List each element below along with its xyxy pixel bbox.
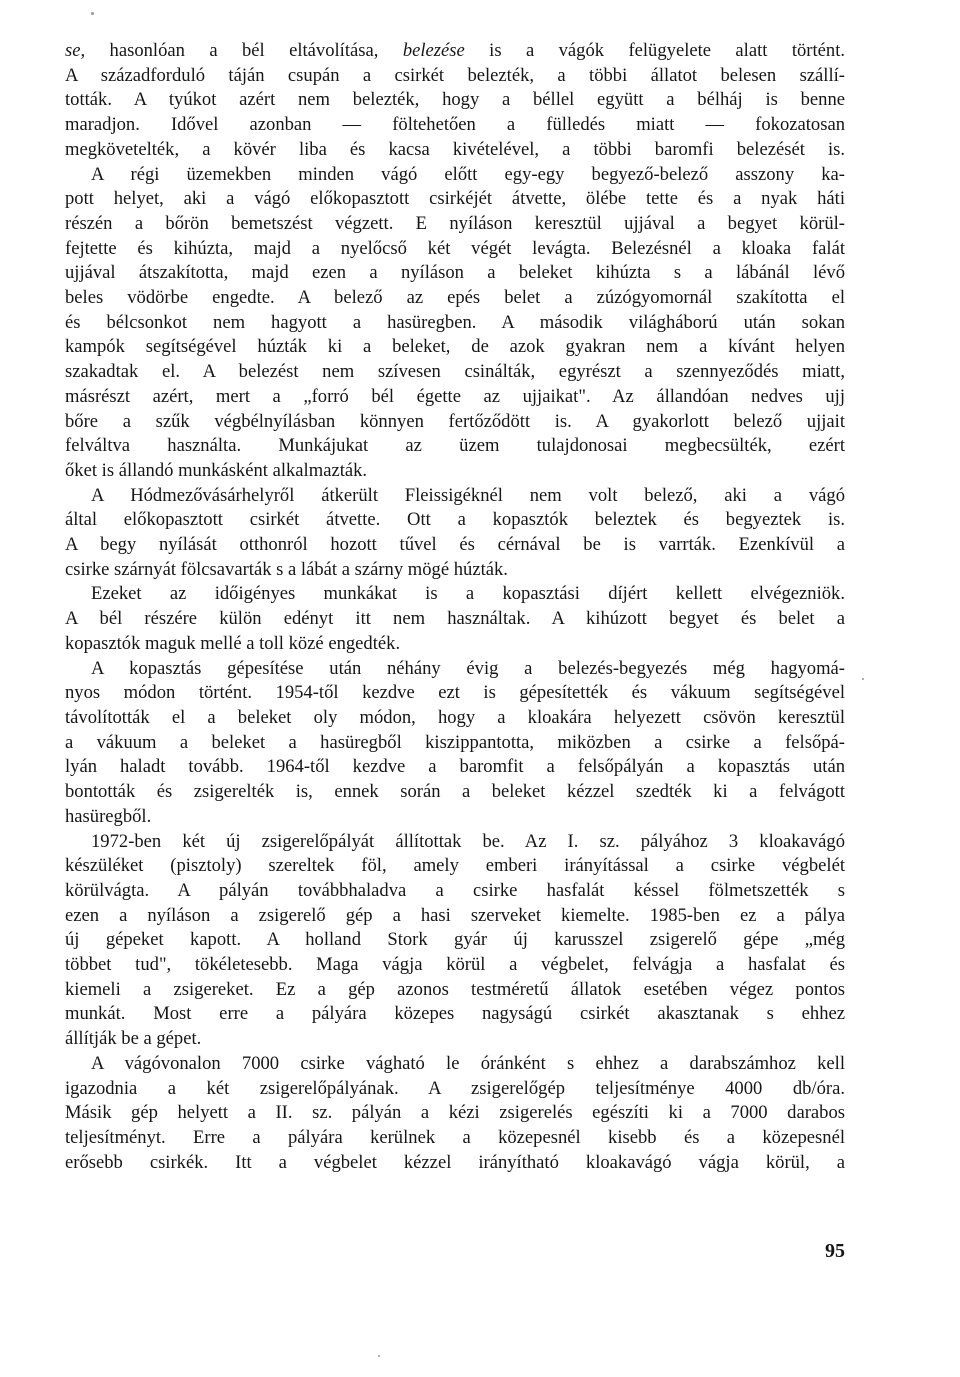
text-line <box>65 755 845 780</box>
text-run: is a vágók felügyelete alatt történt. <box>464 40 846 61</box>
scan-speck <box>91 12 94 15</box>
text-line <box>65 607 845 632</box>
text-line <box>65 261 845 286</box>
text-run: kopasztók maguk mellé a toll közé engedték. <box>65 632 401 654</box>
text-run: teljesítményt. Erre a pályára kerülnek a közepesnél kisebb és a közepesnél <box>65 1126 845 1148</box>
text-line <box>65 632 845 657</box>
text-line <box>65 1002 845 1027</box>
text-line <box>65 138 845 163</box>
text-line <box>65 163 845 188</box>
scan-speck <box>378 1355 380 1357</box>
text-line <box>65 508 845 533</box>
text-run: pott helyet, aki a vágó előkopasztott csirkéjét átvette, ölébe tette és a nyak háti <box>65 188 845 210</box>
text-line <box>65 64 845 89</box>
italic-text: belezése <box>402 40 465 61</box>
text-run: készüléket (pisztoly) szereltek föl, amely emberi irányítással a csirke végbelét <box>65 855 845 877</box>
text-run: A Hódmezővásárhelyről átkerült Fleissigéknél nem volt belező, aki a vágó <box>91 484 845 506</box>
text-run: hasüregből. <box>65 805 152 827</box>
text-line <box>65 953 845 978</box>
text-line <box>65 335 845 360</box>
text-line <box>65 731 845 756</box>
text-run: beles vödörbe engedte. A belező az epés belet a zúzógyomornál szakította el <box>65 287 845 309</box>
text-run: A vágóvonalon 7000 csirke vágható le óránként s ehhez a darabszámhoz kell <box>91 1052 845 1074</box>
text-line <box>65 434 845 459</box>
text-line <box>65 681 845 706</box>
text-run: erősebb csirkék. Itt a végbelet kézzel irányítható kloakavágó vágja körül, a <box>65 1151 845 1173</box>
text-run: részén a bőrön bemetszést végzett. E nyíláson keresztül ujjával a begyet körül- <box>65 212 845 234</box>
body-text <box>65 39 845 1175</box>
text-run: csirke szárnyát fölcsavarták s a lábát a szárny mögé húzták. <box>65 558 508 580</box>
text-run: bőre a szűk végbélnyílásban könnyen fertőződött is. A gyakorlott belező ujjait <box>65 410 845 432</box>
text-line <box>65 928 845 953</box>
text-line <box>65 113 845 138</box>
text-line <box>65 410 845 435</box>
text-line <box>65 657 845 682</box>
text-run: Ezeket az időigényes munkákat is a kopasztási díjért kellett elvégezniök. <box>91 583 845 605</box>
text-line <box>65 533 845 558</box>
text-line <box>65 1151 845 1176</box>
text-line <box>65 582 845 607</box>
text-line <box>65 558 845 583</box>
text-line <box>65 904 845 929</box>
text-line <box>65 706 845 731</box>
text-run: távolították el a beleket oly módon, hogy a kloakára helyezett csövön keresztül <box>65 706 845 728</box>
text-line <box>65 830 845 855</box>
page-number: 95 <box>825 1240 845 1262</box>
text-run: őket is állandó munkásként alkalmazták. <box>65 459 368 481</box>
text-run: maradjon. Idővel azonban — föltehetően a fülledés miatt — fokozatosan <box>65 114 845 136</box>
text-run: nyos módon történt. 1954-től kezdve ezt is gépesítették és vákuum segítségével <box>65 682 845 704</box>
text-line <box>65 39 845 64</box>
text-line <box>65 854 845 879</box>
text-run: A régi üzemekben minden vágó előtt egy-egy begyező-belező asszony ka- <box>91 163 845 185</box>
text-run: kampók segítségével húzták ki a beleket, de azok gyakran nem a kívánt helyen <box>65 336 845 358</box>
text-run: A századforduló táján csupán a csirkét belezték, a többi állatot belesen szállí- <box>65 64 845 86</box>
text-run: másrészt azért, mert a „forró bél égette az ujjaikat". Az állandóan nedves ujj <box>65 385 845 407</box>
text-run: felváltva használta. Munkájukat az üzem tulajdonosai megbecsülték, ezért <box>65 435 845 457</box>
text-line <box>65 879 845 904</box>
text-line <box>65 311 845 336</box>
text-run: szakadtak el. A belezést nem szívesen csinálták, egyrészt a szennyeződés miatt, <box>65 361 845 383</box>
text-line <box>65 385 845 410</box>
text-run: kiemeli a zsigereket. Ez a gép azonos testméretű állatok esetében végez pontos <box>65 978 845 1000</box>
text-line <box>65 187 845 212</box>
text-run: bontották és zsigerelték is, ennek során a beleket kézzel szedték ki a felvágott <box>65 781 845 803</box>
text-line <box>65 360 845 385</box>
text-line <box>65 1027 845 1052</box>
text-line <box>65 1052 845 1077</box>
text-line <box>65 459 845 484</box>
text-line <box>65 1126 845 1151</box>
text-run: ezen a nyíláson a zsigerelő gép a hasi szerveket kiemelte. 1985-ben ez a pálya <box>65 904 845 926</box>
text-run: 1972-ben két új zsigerelőpályát állítottak be. Az I. sz. pályához 3 kloakavágó <box>91 830 845 852</box>
text-line <box>65 805 845 830</box>
text-run: fejtette és kihúzta, majd a nyelőcső két végét levágta. Belezésnél a kloaka falát <box>65 237 845 259</box>
text-run: igazodnia a két zsigerelőpályának. A zsigerelőgép teljesítménye 4000 db/óra. <box>65 1077 845 1099</box>
text-run: hasonlóan a bél eltávolítása, <box>85 40 403 61</box>
text-line <box>65 780 845 805</box>
italic-text: se, <box>65 40 86 61</box>
text-run: állítják be a gépet. <box>65 1028 202 1050</box>
text-run: a vákuum a beleket a hasüregből kiszippantotta, miközben a csirke a felsőpá- <box>65 731 845 753</box>
text-line <box>65 978 845 1003</box>
text-run: tották. A tyúkot azért nem belezték, hogy a béllel együtt a bélháj is benne <box>65 89 845 111</box>
text-line <box>65 484 845 509</box>
text-run: megkövetelték, a kövér liba és kacsa kivételével, a többi baromfi belezését is. <box>65 138 845 160</box>
text-run: munkát. Most erre a pályára közepes nagyságú csirkét akasztanak s ehhez <box>65 1003 845 1025</box>
text-line <box>65 212 845 237</box>
text-line <box>65 1077 845 1102</box>
text-run: ujjával átszakította, majd ezen a nyíláson a beleket kihúzta s a lábánál lévő <box>65 262 845 284</box>
scan-speck <box>862 678 864 680</box>
text-run: által előkopasztott csirkét átvette. Ott a kopasztók beleztek és begyeztek is. <box>65 509 845 531</box>
text-run: körülvágta. A pályán továbbhaladva a csirke hasfalát késsel fölmetszették s <box>65 879 845 901</box>
text-run: A begy nyílását otthonról hozott tűvel és cérnával be is varrták. Ezenkívül a <box>65 534 845 556</box>
text-line <box>65 286 845 311</box>
text-run: A kopasztás gépesítése után néhány évig a belezés-begyezés még hagyomá- <box>91 657 845 679</box>
text-run: A bél részére külön edényt itt nem használtak. A kihúzott begyet és belet a <box>65 608 845 630</box>
text-run: többet tud", tökéletesebb. Maga vágja körül a végbelet, felvágja a hasfalat és <box>65 954 845 976</box>
text-run: Másik gép helyett a II. sz. pályán a kézi zsigerelés egészíti ki a 7000 darabos <box>65 1102 845 1124</box>
text-run: lyán haladt tovább. 1964-től kezdve a baromfit a felsőpályán a kopasztás után <box>65 756 845 778</box>
text-line <box>65 88 845 113</box>
text-line <box>65 237 845 262</box>
text-run: és bélcsonkot nem hagyott a hasüregben. A második világháború után sokan <box>65 311 845 333</box>
text-run: új gépeket kapott. A holland Stork gyár új karusszel zsigerelő gépe „még <box>65 929 845 951</box>
text-line <box>65 1101 845 1126</box>
